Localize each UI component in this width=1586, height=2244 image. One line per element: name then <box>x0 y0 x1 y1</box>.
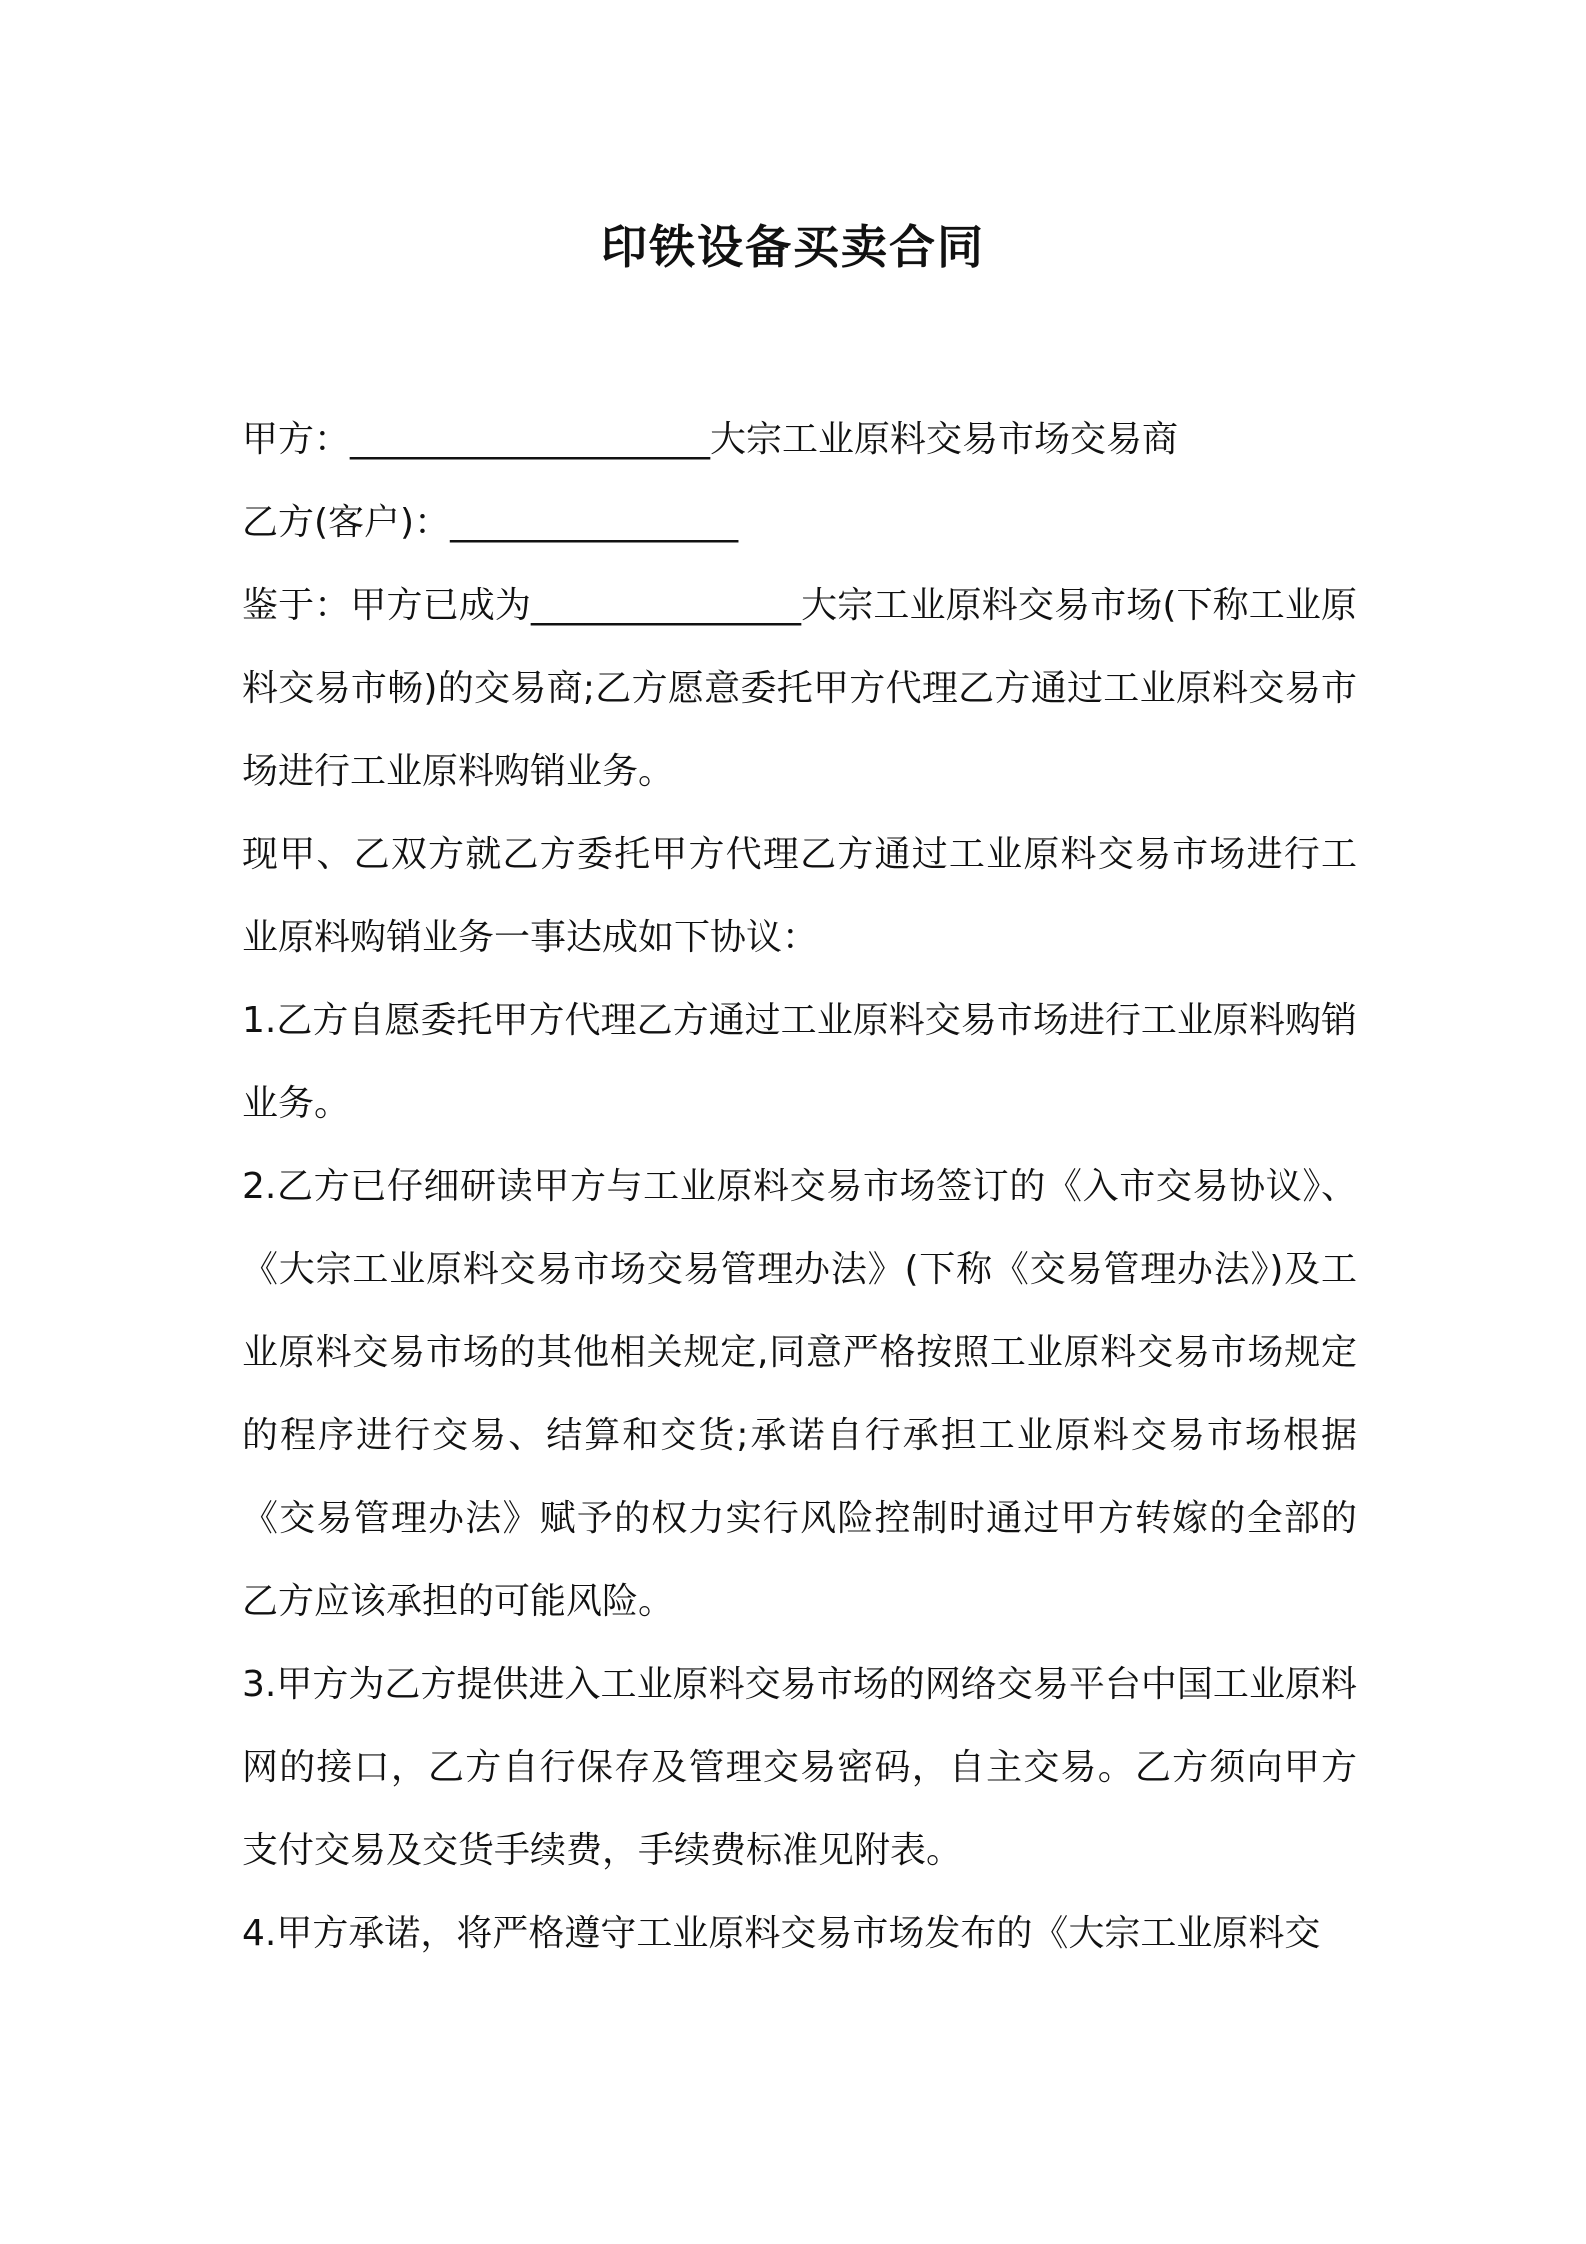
recital-paragraph: 鉴于：甲方已成为_______________大宗工业原料交易市场(下称工业原料交易市畅)的交易商;乙方愿意委托甲方代理乙方通过工业原料交易市场进行工业原料购销业务。 <box>242 585 1357 792</box>
clause-1: 1.乙方自愿委托甲方代理乙方通过工业原料交易市场进行工业原料购销业务。 <box>242 1000 1357 1124</box>
clause-2: 2.乙方已仔细研读甲方与工业原料交易市场签订的《入市交易协议》、《大宗工业原料交易市场交易管理办法》(下称《交易管理办法》)及工业原料交易市场的其他相关规定,同意严格按照工业原料交易市场规定的程序进行交易、结算和交货;承诺自行承担工业原料交易市场根据《交易管理办法》赋予的权力实行风险控制时通过甲方转嫁的全部的乙方应该承担的可能风险。 <box>242 1166 1357 1622</box>
party-b-line: 乙方(客户)：________________ <box>242 502 739 543</box>
document-body <box>242 398 1357 1975</box>
agreement-intro-paragraph: 现甲、乙双方就乙方委托甲方代理乙方通过工业原料交易市场进行工业原料购销业务一事达成如下协议： <box>242 834 1357 958</box>
clause-3: 3.甲方为乙方提供进入工业原料交易市场的网络交易平台中国工业原料网的接口，乙方自行保存及管理交易密码，自主交易。乙方须向甲方支付交易及交货手续费，手续费标准见附表。 <box>242 1664 1357 1871</box>
party-a-line: 甲方：____________________大宗工业原料交易市场交易商 <box>242 419 1179 460</box>
document-title: 印铁设备买卖合同 <box>601 220 985 274</box>
clause-4: 4.甲方承诺，将严格遵守工业原料交易市场发布的《大宗工业原料交 <box>242 1913 1321 1954</box>
